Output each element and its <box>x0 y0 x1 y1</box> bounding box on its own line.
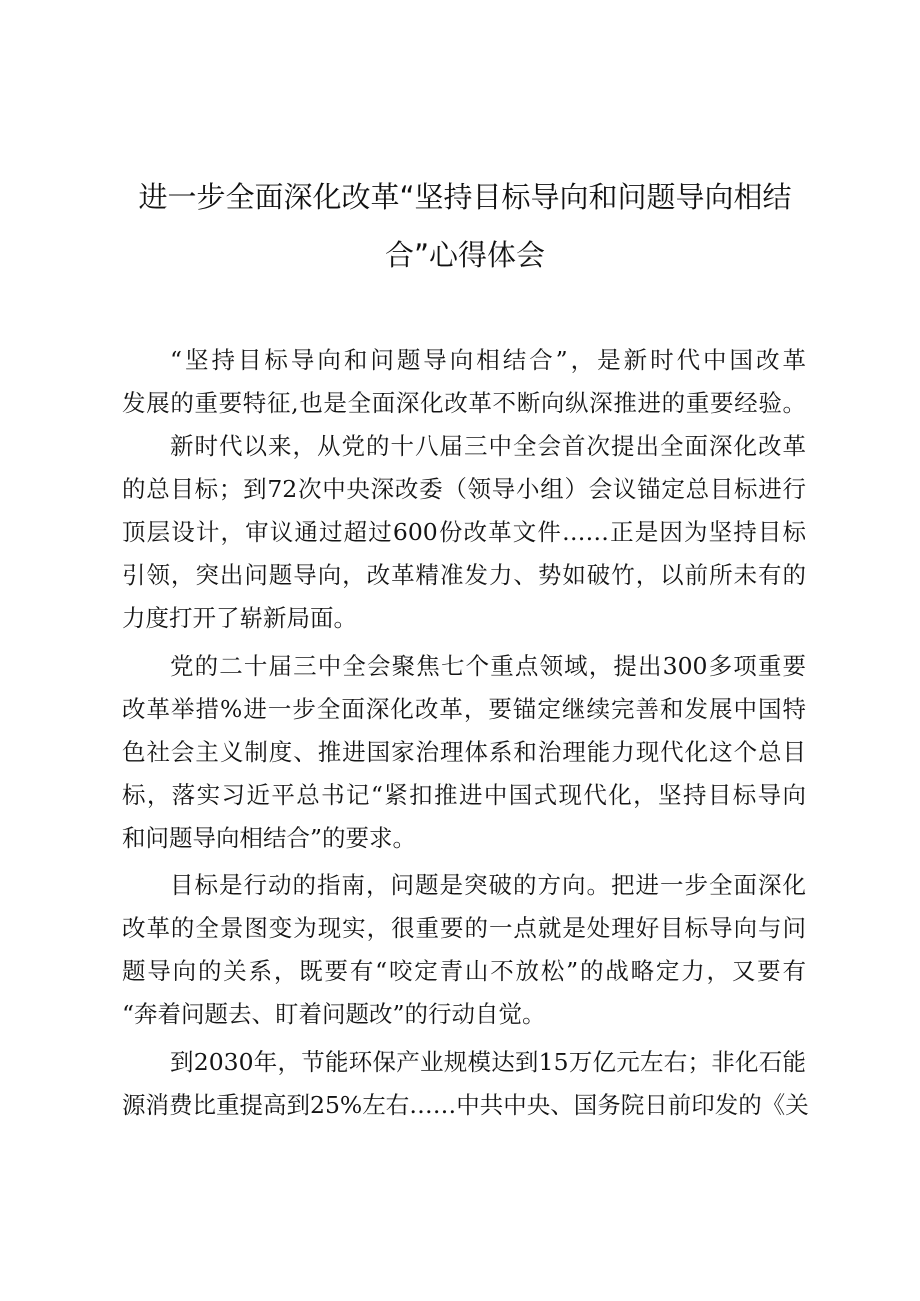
paragraph-1-line-1: “坚持目标导向和问题导向相结合”，是新时代中国改革 <box>170 346 806 374</box>
paragraph-4-line-1: 目标是行动的指南，问题是突破的方向。把进一步全面深化 <box>170 871 806 899</box>
paragraph-4-line-3: 题导向的关系，既要有“咬定青山不放松”的战略定力，又要有 <box>122 957 806 985</box>
paragraph-5-line-2: 源消费比重提高到25%左右……中共中央、国务院日前印发的《关 <box>122 1091 809 1119</box>
document-title-line-2: 合”心得体会 <box>384 238 546 272</box>
paragraph-2-line-5: 力度打开了崭新局面。 <box>122 604 357 632</box>
paragraph-4-line-2: 改革的全景图变为现实，很重要的一点就是处理好目标导向与问 <box>122 914 806 942</box>
paragraph-5-line-1: 到2030年，节能环保产业规模达到15万亿元左右；非化石能 <box>170 1048 806 1076</box>
paragraph-3-line-1: 党的二十届三中全会聚焦七个重点领域，提出300多项重要 <box>170 652 806 680</box>
paragraph-4-line-4: “奔着问题去、盯着问题改”的行动自觉。 <box>122 1000 546 1028</box>
paragraph-3-line-2: 改革举措%进一步全面深化改革，要锚定继续完善和发展中国特 <box>122 695 806 723</box>
paragraph-1-line-2: 发展的重要特征,也是全面深化改革不断向纵深推进的重要经验。 <box>122 389 806 417</box>
paragraph-2-line-1: 新时代以来，从党的十八届三中全会首次提出全面深化改革 <box>170 432 806 460</box>
paragraph-3-line-4: 标，落实习近平总书记“紧扣推进中国式现代化，坚持目标导向 <box>122 781 806 809</box>
paragraph-3-line-5: 和问题导向相结合”的要求。 <box>122 824 417 852</box>
paragraph-2-line-2: 的总目标；到72次中央深改委（领导小组）会议锚定总目标进行 <box>122 475 806 503</box>
paragraph-2-line-4: 引领，突出问题导向，改革精准发力、势如破竹，以前所未有的 <box>122 561 806 589</box>
paragraph-2-line-3: 顶层设计，审议通过超过600份改革文件……正是因为坚持目标 <box>122 518 806 546</box>
paragraph-3-line-3: 色社会主义制度、推进国家治理体系和治理能力现代化这个总目 <box>122 738 806 766</box>
document-title-line-1: 进一步全面深化改革“坚持目标导向和问题导向相结 <box>138 180 792 214</box>
